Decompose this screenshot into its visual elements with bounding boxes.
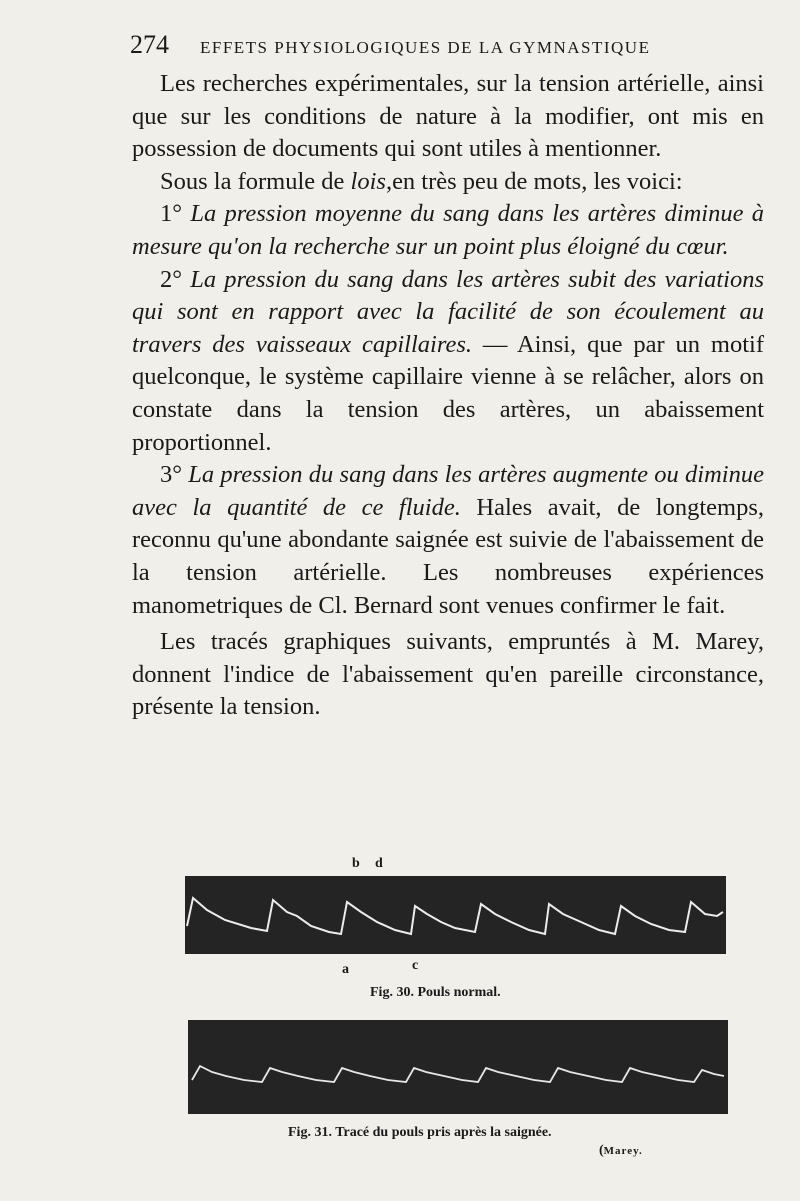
law-2: 2° La pression du sang dans les artères subit des variations qui sont en rapport avec la facilité de son écoulement au travers des vaisseaux capillaires. — Ainsi, que par un motif quelconque, le système capillaire vienne à se relâcher, alors on constate dans la tension des artères, un abaissement proportionnel. xyxy=(132,265,764,456)
fig30-label-d: d xyxy=(375,856,383,871)
law-1: 1° La pression moyenne du sang dans les artères diminue à mesure qu'on la recherche sur un point plus éloigné du cœur. xyxy=(132,200,764,260)
paragraph-1: Les recherches expérimentales, sur la tension artérielle, ainsi que sur les conditions de nature à la modifier, ont mis en possession de documents qui sont utiles à mentionner. xyxy=(132,70,764,163)
body-text xyxy=(132,68,764,724)
paragraph-2: Sous la formule de lois,en très peu de mots, les voici: xyxy=(160,167,683,195)
fig30-pulse-trace xyxy=(185,876,726,954)
paragraph-6: Les tracés graphiques suivants, empruntés à M. Marey, donnent l'indice de l'abaissement qu'en pareille circonstance, présente la tension. xyxy=(132,628,764,721)
emphasis-lois: lois xyxy=(350,167,386,195)
page-number: 274 xyxy=(130,30,169,59)
fig30-label-b: b xyxy=(352,856,360,871)
author-credit: Marey. xyxy=(603,1145,643,1157)
fig30-caption: Fig. 30. Pouls normal. xyxy=(370,985,501,1000)
running-title: EFFETS PHYSIOLOGIQUES DE LA GYMNASTIQUE xyxy=(200,38,651,57)
fig30-label-c: c xyxy=(412,958,419,973)
fig30-label-a: a xyxy=(342,962,349,977)
fig31-pulse-trace xyxy=(188,1020,728,1114)
page-header xyxy=(130,30,730,64)
law-3: 3° La pression du sang dans les artères augmente ou diminue avec la quantité de ce fluide. Hales avait, de longtemps, reconnu qu'une abondante saignée est suivie de l'abaissement de la tension artérielle. Les nombreuses expériences manometriques de Cl. Bernard sont venues confirmer le fait. xyxy=(132,461,764,619)
fig31-credit: (Marey. xyxy=(599,1143,643,1158)
fig31-caption: Fig. 31. Tracé du pouls pris après la saignée. xyxy=(288,1125,552,1140)
